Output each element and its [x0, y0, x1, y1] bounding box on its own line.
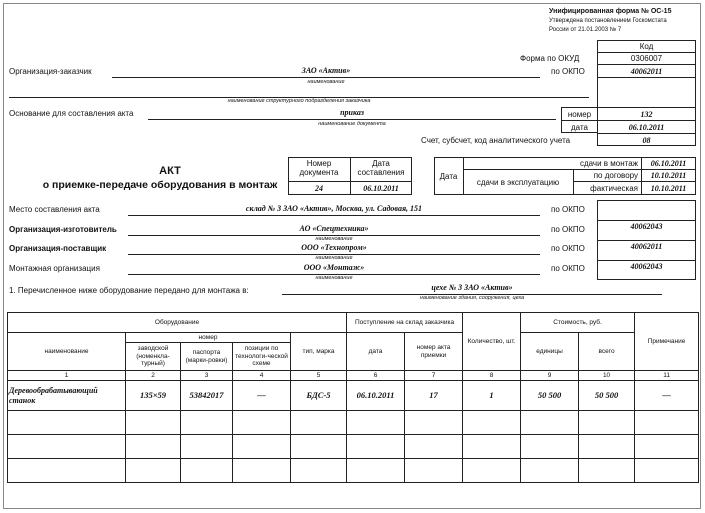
table-row [8, 381, 699, 411]
installer-label: Монтажная организация [9, 264, 100, 273]
number-value: 132 [640, 109, 653, 119]
customer-label: Организация-заказчик [9, 67, 92, 76]
equipment-table [7, 312, 699, 483]
th-type: тип, марка [291, 333, 347, 371]
th-quantity: Количество, шт. [463, 313, 521, 371]
manufacturer-okpo: 40062043 [630, 222, 663, 231]
division-caption: наименование структурного подразделения заказчика [227, 98, 371, 104]
number-label: номер [567, 109, 592, 119]
installer-okpo-label: по ОКПО [551, 264, 585, 273]
th-receipt: Поступление на склад заказчика [347, 313, 463, 333]
transfer-caption: наименование здания, сооружения, цеха [419, 295, 525, 301]
form-title: Унифицированная форма № ОС-15 [549, 8, 672, 15]
basis-caption: наименование документа [318, 121, 386, 127]
code-header: Код [639, 42, 654, 51]
transfer-value: цехе № 3 ЗАО «Актив» [431, 283, 513, 292]
cell-total-cost: 50 500 [579, 381, 635, 411]
col-number: 3 [181, 371, 233, 381]
okud-value: 0306007 [630, 54, 663, 63]
act-subtitle: о приемке-передаче оборудования в монтаж [42, 179, 278, 191]
th-receipt-date: дата [347, 333, 405, 371]
table-row [8, 459, 699, 483]
cell-note: — [635, 381, 699, 411]
col-number: 1 [8, 371, 126, 381]
date-label: дата [571, 122, 588, 132]
doc-date-value: 06.10.2011 [363, 183, 399, 193]
col-number: 8 [463, 371, 521, 381]
cell-position: — [233, 381, 291, 411]
transfer-label: 1. Перечисленное ниже оборудование передано для монтажа в: [9, 286, 249, 295]
doc-date-header: Дата составления [357, 159, 405, 177]
dates-label: Дата [439, 171, 458, 181]
cell-quantity: 1 [463, 381, 521, 411]
th-note: Примечание [635, 313, 699, 371]
approval-line-2: России от 21.01.2003 № 7 [549, 27, 622, 33]
col-number: 4 [233, 371, 291, 381]
th-name: наименование [8, 333, 126, 371]
cell-passport: 53842017 [181, 381, 233, 411]
th-receipt-number: номер акта приемки [405, 333, 463, 371]
cell-type: БДС-5 [291, 381, 347, 411]
th-passport-number: паспорта (марки-ровки) [181, 343, 233, 371]
col-number: 11 [635, 371, 699, 381]
installer-value: ООО «Монтаж» [303, 263, 365, 272]
operation-label: сдачи в эксплуатацию [476, 177, 560, 187]
place-label: Место составления акта [9, 205, 100, 214]
th-position-number: позиции по технологи-ческой схеме [233, 343, 291, 371]
col-number: 2 [126, 371, 181, 381]
handed-label: сдачи в монтаж [579, 159, 638, 168]
table-row [8, 411, 699, 435]
contract-label: по договору [593, 171, 638, 180]
th-number: номер [126, 333, 291, 343]
approval-line-1: Утверждена постановлением Госкомстата [549, 18, 667, 24]
account-value: 08 [642, 135, 651, 145]
supplier-label: Организация-поставщик [9, 244, 107, 253]
account-label: Счет, субсчет, код аналитического учета [421, 136, 571, 145]
th-equipment: Оборудование [8, 313, 347, 333]
actual-value: 10.10.2011 [650, 183, 687, 193]
contract-value: 10.10.2011 [650, 171, 687, 180]
cell-factory: 135×59 [126, 381, 181, 411]
col-number: 6 [347, 371, 405, 381]
manufacturer-caption: наименование [315, 236, 353, 242]
col-number: 5 [291, 371, 347, 381]
basis-value: приказ [340, 108, 364, 117]
manufacturer-label: Организация-изготовитель [9, 225, 117, 234]
act-title: АКТ [159, 165, 181, 177]
installer-okpo: 40062043 [630, 262, 663, 271]
supplier-caption: наименование [315, 255, 353, 261]
cell-receipt-number: 17 [405, 381, 463, 411]
cell-receipt-date: 06.10.2011 [347, 381, 405, 411]
actual-label: фактическая [590, 183, 638, 193]
customer-caption: наименование [307, 79, 345, 85]
doc-number-value: 24 [315, 183, 323, 193]
date-value: 06.10.2011 [628, 122, 665, 132]
place-okpo-label: по ОКПО [551, 205, 585, 214]
customer-okpo-value: 40062011 [630, 66, 663, 76]
installer-caption: наименование [315, 275, 353, 281]
col-number: 9 [521, 371, 579, 381]
customer-okpo-label: по ОКПО [551, 67, 585, 76]
handed-value: 06.10.2011 [650, 159, 687, 168]
okud-label: Форма по ОКУД [520, 54, 580, 63]
supplier-okpo-label: по ОКПО [551, 244, 585, 253]
cell-unit-cost: 50 500 [521, 381, 579, 411]
th-factory-number: заводской (номенкла-турный) [126, 343, 181, 371]
customer-value: ЗАО «Актив» [301, 66, 351, 75]
col-number: 10 [579, 371, 635, 381]
cell-name: Деревообрабатывающий станок [8, 381, 126, 411]
manufacturer-value: АО «Спецтехника» [299, 224, 369, 233]
basis-label: Основание для составления акта [9, 109, 134, 118]
manufacturer-okpo-label: по ОКПО [551, 225, 585, 234]
th-total-cost: всего [579, 333, 635, 371]
th-cost: Стоимость, руб. [521, 313, 635, 333]
supplier-value: ООО «Технопром» [301, 243, 367, 252]
col-number: 7 [405, 371, 463, 381]
doc-number-header: Номер документа [299, 159, 339, 177]
supplier-okpo: 40062011 [630, 242, 663, 251]
place-value: склад № 3 ЗАО «Актив», Москва, ул. Садовая, 151 [245, 204, 423, 213]
table-row [8, 435, 699, 459]
th-unit-cost: единицы [521, 333, 579, 371]
